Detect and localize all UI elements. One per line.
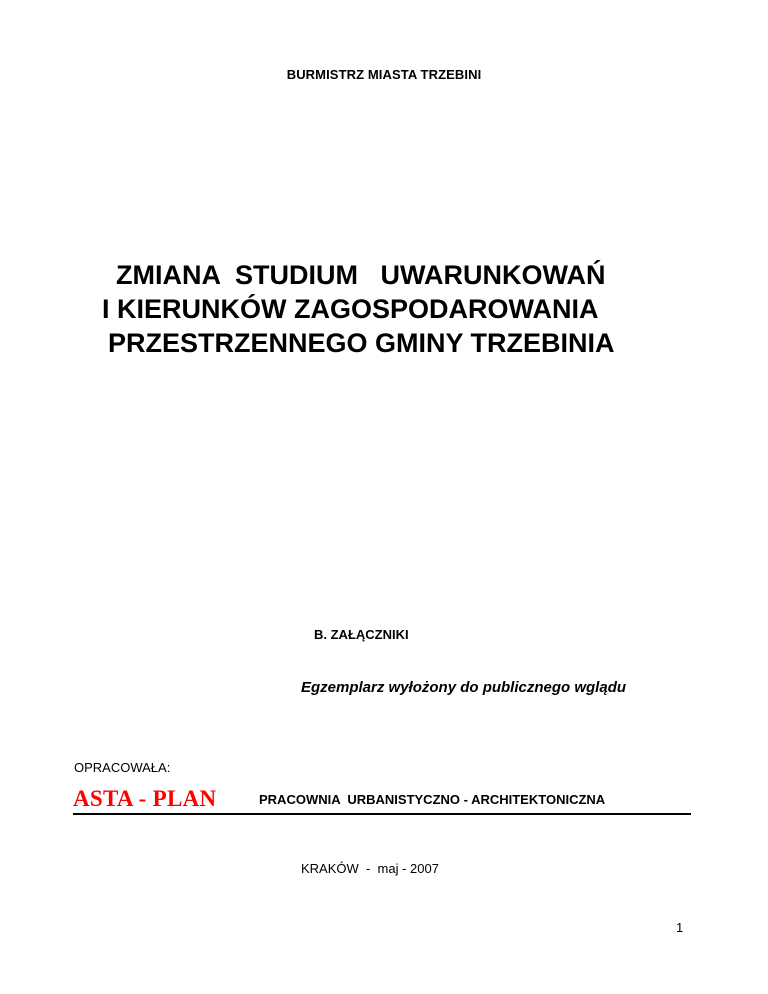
public-display-note: Egzemplarz wyłożony do publicznego wglądu	[301, 679, 627, 696]
firm-name: PRACOWNIA URBANISTYCZNO - ARCHITEKTONICZNA	[259, 792, 606, 807]
page-number: 1	[676, 920, 684, 935]
title-line-3: PRZESTRZENNEGO GMINY TRZEBINIA	[108, 328, 615, 358]
document-title	[100, 258, 680, 360]
place-and-date: KRAKÓW - maj - 2007	[301, 861, 439, 876]
title-line-1: ZMIANA STUDIUM UWARUNKOWAŃ	[116, 260, 606, 290]
firm-row	[73, 786, 691, 816]
prepared-by-label: OPRACOWAŁA:	[74, 760, 171, 775]
annex-label: B. ZAŁĄCZNIKI	[314, 627, 409, 642]
title-line-2: I KIERUNKÓW ZAGOSPODAROWANIA	[102, 294, 599, 324]
firm-underline-divider	[73, 813, 691, 815]
firm-logo: ASTA - PLAN	[73, 786, 217, 811]
authority-heading: BURMISTRZ MIASTA TRZEBINI	[286, 67, 482, 82]
